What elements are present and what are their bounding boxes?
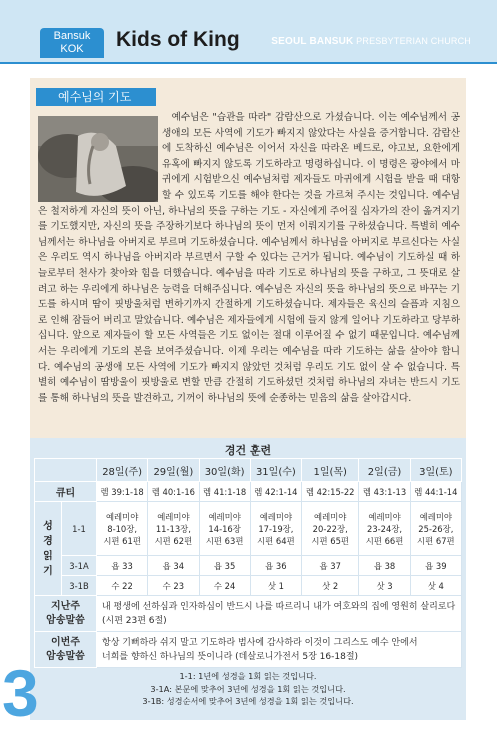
day-header: 30일(화) <box>199 459 250 482</box>
reading-1-1-row <box>35 502 462 556</box>
day-header: 28일(주) <box>97 459 148 482</box>
reading-cell <box>302 502 359 556</box>
reading-cell: 수 22 <box>97 576 148 596</box>
qt-cell: 렘 44:1-14 <box>410 482 461 502</box>
reading-book: 예레미야 <box>259 511 293 522</box>
article-paragraph: 예수님은 "습관을 따라" 감람산으로 가셨습니다. 이는 예수님께서 공생애의 모든 사역에 기도가 빠지지 않았다는 사실을 증거합니다. 감람산에 도착하신 예수님은 이어서 자신을 따라온 베드로, 야고보, 요한에게 유혹에 빠지지 않도록 기도하라고 명령하십니다. 이 명령은 광야에서 마귀에게 시험받으신 예수님처럼 제자들도 마귀에게 시험을 받을 때 대항할 수 있도록 기도를 해야 한다는 것을 가르쳐 주시는 것입니다. 예수님은 철저하게 자신의 뜻이 아닌, 하나님의 뜻을 구하는 기도 - 자신에게 주어질 십자가의 잔이 옮겨지기를 기도했지만, 자신의 뜻을 주장하기보다 하나님의 뜻이 먼저 이뤄지기를 구하셨습니다. 특별히 예수님께서는 하나님을 아버지로 부르며 기도하셨습니다. 예수님께서 하나님을 아버지로 부르신다는 사실은 우리도 역시 하나님을 아버지라 부르면서 구할 수 있다는 근거가 됩니다. 예수님이 기도하실 때 하늘로부터 천사가 찾아와 힘을 더했습니다. 예수님을 따라 기도로 하나님의 뜻을 구하고, 그 뜻대로 살려고 하는 우리에게 하나님은 능력을 더해주십니다. 예수님은 자신의 뜻을 하나님의 뜻으로 바꾸는 기도를 하시며 땀이 핏방울처럼 변하기까지 간절하게 기도하셨습니다. 제자들은 육신의 슬픔과 지침으로 인해 잠들어 버리고 말았습니다. 예수님은 제자들에게 시험에 들지 않게 일어나 기도하라고 당부하십니다. 앞으로 제자들이 할 모든 사역들은 기도 없이는 절대 이루어질 수 없기 때문입니다. 예수님께서는 우리에게 기도의 본을 보여주셨습니다. 이제 우리는 예수님을 따라 기도하는 삶을 살아야 합니다. 예수님의 공생애 모든 사역에 기도가 빠지지 않았던 것처럼 우리도 기도 없이 살 수 없습니다. 특별히 예수님이 땀방울이 핏방울로 변할 만큼 간절히 기도하셨던 것처럼 하나님의 자녀는 반드시 기도를 통해 하나님의 뜻을 발견하고, 기꺼이 하나님의 뜻에 순종하는 믿음의 삶을 살아갑시다. <box>38 112 460 404</box>
reading-cell: 욥 33 <box>97 556 148 576</box>
note-line: 3-1A: 본문에 맞추어 3년에 성경을 1회 읽는 것입니다. <box>150 683 346 694</box>
memory-prev-text <box>97 596 462 632</box>
reading-cell: 수 23 <box>148 576 199 596</box>
reading-chapters: 11-13장, <box>155 523 191 534</box>
reading-cell: 욥 38 <box>359 556 410 576</box>
qt-label: 큐티 <box>35 482 97 502</box>
reading-chapters: 17-19장, <box>258 523 294 534</box>
reading-cell: 욥 34 <box>148 556 199 576</box>
reading-cell: 수 24 <box>199 576 250 596</box>
day-header: 2일(금) <box>359 459 410 482</box>
reading-cell <box>250 502 301 556</box>
reading-book: 예레미야 <box>419 511 453 522</box>
memory-this-ref: 너희를 향하신 하나님의 뜻이니라 (데살로니가전서 5장 16-18절) <box>102 651 359 662</box>
bible-label-char: 성 <box>43 520 53 532</box>
reading-book: 예레미야 <box>105 511 139 522</box>
reading-3-1a-label: 3-1A <box>62 556 97 576</box>
reading-1-1-label: 1-1 <box>62 502 97 556</box>
reading-cell <box>410 502 461 556</box>
reading-chapters: 20-22장, <box>312 523 348 534</box>
reading-cell <box>199 502 250 556</box>
badge-line1: Bansuk <box>53 30 91 42</box>
reading-cell: 욥 39 <box>410 556 461 576</box>
day-header: 3일(토) <box>410 459 461 482</box>
bible-label-char: 기 <box>43 565 53 577</box>
reading-chapters: 14-16장 <box>208 523 241 534</box>
reading-book: 예레미야 <box>208 511 241 522</box>
reading-psalm: 시편 66편 <box>365 535 404 546</box>
reading-book: 예레미야 <box>314 511 347 522</box>
reading-cell: 삿 2 <box>302 576 359 596</box>
memory-prev-verse: 내 평생에 선하심과 인자하심이 반드시 나를 따르리니 내가 여호와의 집에 영원히 살리로다 <box>102 601 456 612</box>
reading-psalm: 시편 64편 <box>257 535 295 546</box>
memory-prev-ref: (시편 23편 6절) <box>102 615 167 626</box>
memory-this-label-line1: 이번주 <box>51 636 80 648</box>
badge-line2: KOK <box>60 43 84 55</box>
church-name <box>271 36 471 47</box>
church-name-bold: SEOUL BANSUK <box>271 36 354 47</box>
reading-psalm: 시편 61편 <box>103 535 141 546</box>
header-blank <box>35 459 97 482</box>
bansuk-kok-badge <box>40 28 104 58</box>
qt-cell: 렘 41:1-18 <box>199 482 250 502</box>
memory-prev-row <box>35 596 462 632</box>
memory-this-text <box>97 632 462 668</box>
page-number: 3 <box>2 656 39 730</box>
reading-cell: 욥 37 <box>302 556 359 576</box>
qt-cell: 렘 39:1-18 <box>97 482 148 502</box>
memory-this-row <box>35 632 462 668</box>
reading-cell <box>359 502 410 556</box>
memory-prev-label-line2: 암송말씀 <box>46 614 85 626</box>
note-line: 3-1B: 성경순서에 맞추어 3년에 성경을 1회 읽는 것입니다. <box>142 696 354 706</box>
qt-cell: 렘 42:15-22 <box>302 482 359 502</box>
day-header: 29일(월) <box>148 459 199 482</box>
memory-prev-label-line1: 지난주 <box>51 600 80 612</box>
memory-prev-label <box>35 596 97 632</box>
header-divider <box>0 62 497 64</box>
reading-book: 예레미야 <box>368 511 401 522</box>
reading-3-1b-label: 3-1B <box>62 576 97 596</box>
bible-label-char: 경 <box>43 535 53 547</box>
memory-this-verse: 항상 기뻐하라 쉬지 말고 기도하라 범사에 감사하라 이것이 그리스도 예수 안에서 <box>102 637 418 648</box>
training-title: 경건 훈련 <box>224 444 272 457</box>
reading-notes <box>30 670 466 708</box>
section-title: 예수님의 기도 <box>36 88 156 106</box>
memory-this-label-line2: 암송말씀 <box>46 650 85 662</box>
reading-3-1a-row <box>35 556 462 576</box>
table-header-row <box>35 459 462 482</box>
reading-psalm: 시편 63편 <box>205 535 244 546</box>
reading-cell <box>148 502 199 556</box>
reading-cell: 삿 4 <box>410 576 461 596</box>
reading-cell: 삿 1 <box>250 576 301 596</box>
qt-cell: 렘 42:1-14 <box>250 482 301 502</box>
reading-psalm: 시편 62편 <box>154 535 193 546</box>
reading-cell: 삿 3 <box>359 576 410 596</box>
qt-cell: 렘 40:1-16 <box>148 482 199 502</box>
day-header: 1일(목) <box>302 459 359 482</box>
page-title: Kids of King <box>116 28 240 51</box>
church-name-rest: PRESBYTERIAN CHURCH <box>356 36 471 46</box>
reading-chapters: 8-10장, <box>107 523 137 534</box>
reading-psalm: 시편 65편 <box>311 535 349 546</box>
qt-row <box>35 482 462 502</box>
note-line: 1-1: 1년에 성경을 1회 읽는 것입니다. <box>179 671 317 681</box>
jesus-praying-image <box>38 116 158 202</box>
reading-chapters: 23-24장, <box>367 523 403 534</box>
reading-book: 예레미야 <box>157 511 190 522</box>
day-header: 31일(수) <box>250 459 301 482</box>
reading-cell <box>97 502 148 556</box>
reading-3-1b-row <box>35 576 462 596</box>
reading-psalm: 시편 67편 <box>417 535 455 546</box>
reading-chapters: 25-26장, <box>418 523 454 534</box>
bible-label-char: 읽 <box>43 550 53 562</box>
qt-cell: 렘 43:1-13 <box>359 482 410 502</box>
bible-reading-label <box>35 502 62 596</box>
training-table <box>34 458 462 668</box>
memory-this-label <box>35 632 97 668</box>
reading-cell: 욥 35 <box>199 556 250 576</box>
reading-cell: 욥 36 <box>250 556 301 576</box>
